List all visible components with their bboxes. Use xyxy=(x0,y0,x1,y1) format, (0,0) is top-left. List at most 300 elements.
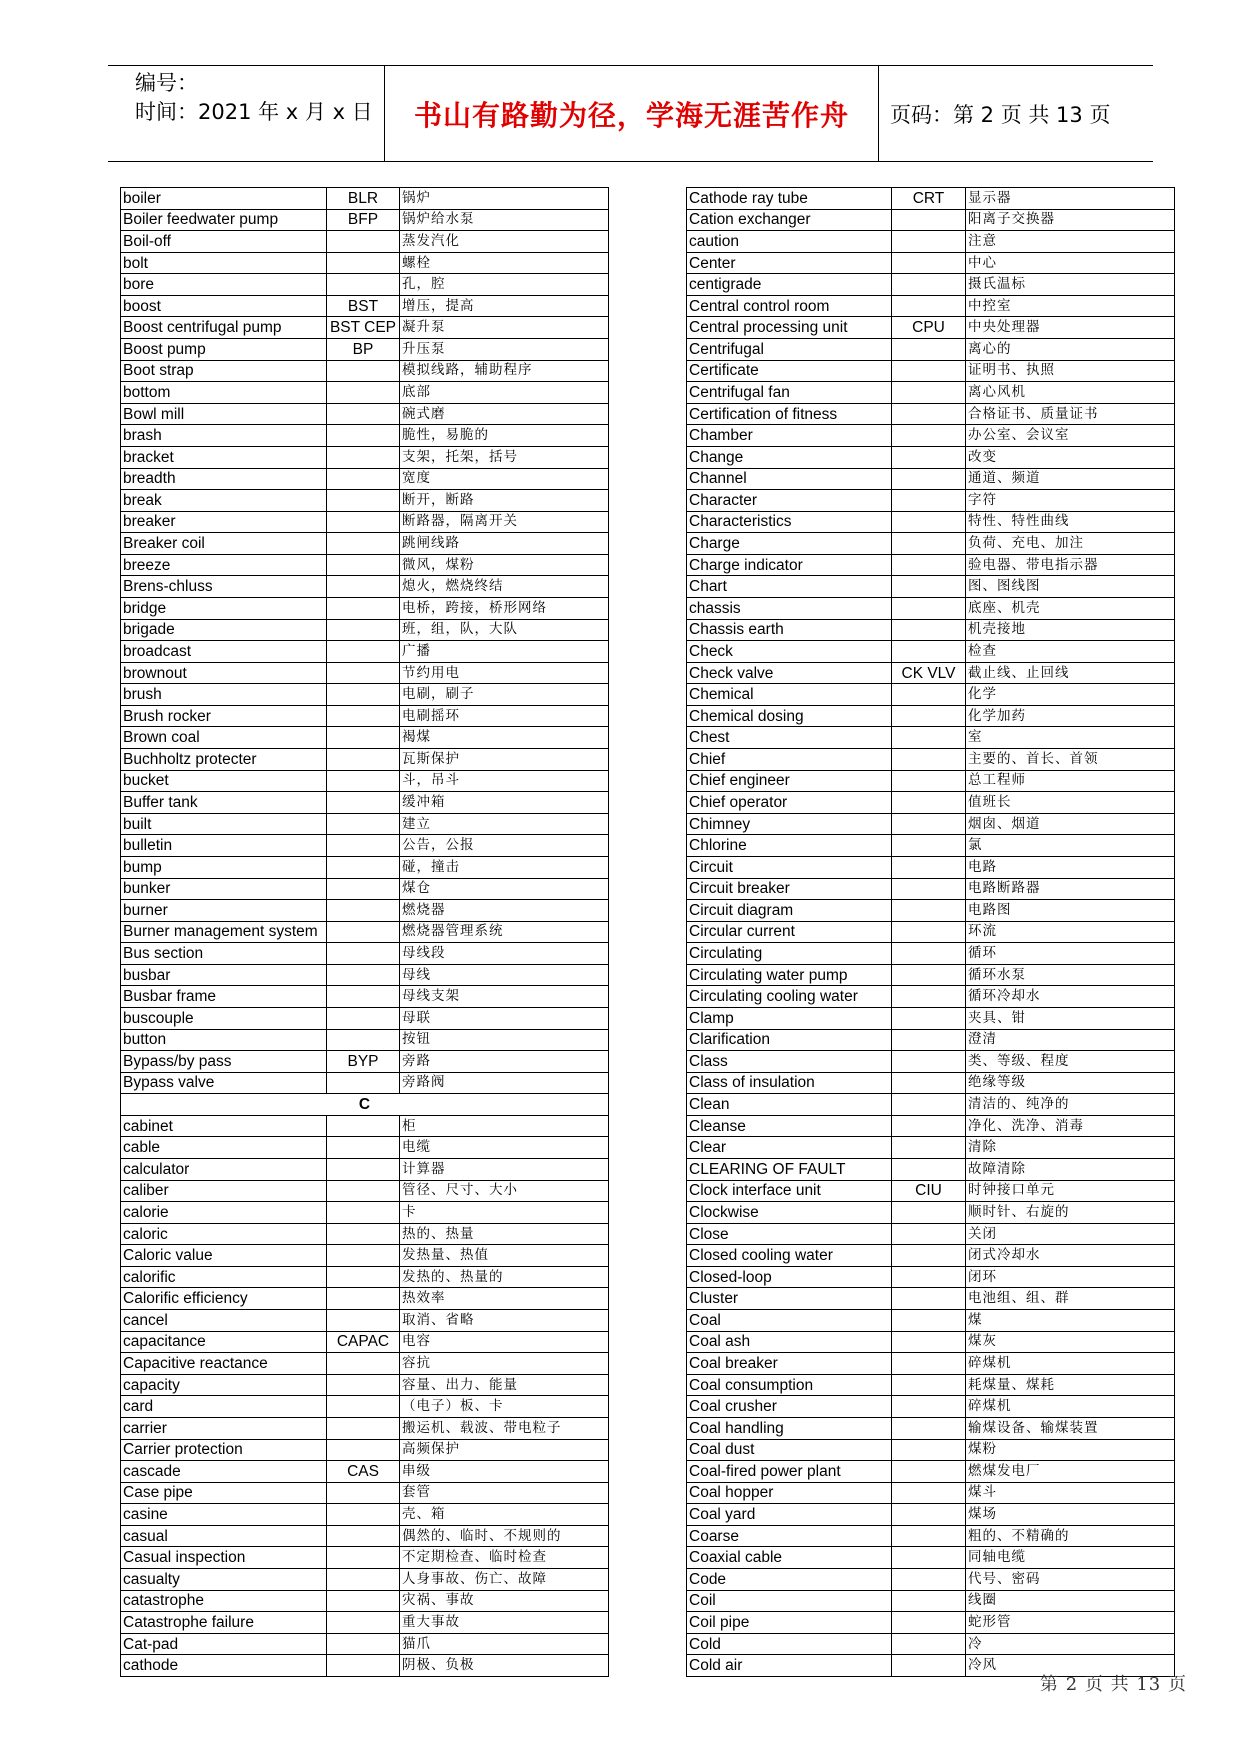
glossary-row xyxy=(121,1353,609,1375)
term-english: Closed cooling water xyxy=(687,1245,892,1267)
term-english: Coal-fired power plant xyxy=(687,1461,892,1483)
glossary-row xyxy=(121,382,609,404)
term-chinese: 热效率 xyxy=(400,1288,609,1310)
glossary-row xyxy=(121,1159,609,1181)
term-chinese: 煤灰 xyxy=(966,1331,1175,1353)
term-abbreviation xyxy=(327,1353,400,1375)
term-abbreviation xyxy=(327,705,400,727)
term-chinese: 斗，吊斗 xyxy=(400,770,609,792)
term-abbreviation xyxy=(892,554,966,576)
term-chinese: 氯 xyxy=(966,835,1175,857)
term-english: brownout xyxy=(121,662,327,684)
term-chinese: 底座、机壳 xyxy=(966,597,1175,619)
term-abbreviation xyxy=(327,619,400,641)
term-chinese: 容量、出力、能量 xyxy=(400,1374,609,1396)
term-chinese: 增压，提高 xyxy=(400,295,609,317)
term-english: Charge indicator xyxy=(687,554,892,576)
term-english: bracket xyxy=(121,446,327,468)
term-abbreviation xyxy=(892,1266,966,1288)
term-chinese: 离心风机 xyxy=(966,382,1175,404)
term-chinese: 离心的 xyxy=(966,339,1175,361)
term-chinese: 建立 xyxy=(400,813,609,835)
term-chinese: 碎煤机 xyxy=(966,1353,1175,1375)
glossary-row xyxy=(121,468,609,490)
term-chinese: 注意 xyxy=(966,231,1175,253)
term-abbreviation xyxy=(327,641,400,663)
term-english: built xyxy=(121,813,327,835)
term-chinese: 煤场 xyxy=(966,1504,1175,1526)
term-abbreviation xyxy=(892,1633,966,1655)
glossary-row xyxy=(121,749,609,771)
term-abbreviation xyxy=(892,468,966,490)
term-english: Certificate xyxy=(687,360,892,382)
term-english: Coal ash xyxy=(687,1331,892,1353)
term-abbreviation xyxy=(892,1288,966,1310)
term-abbreviation xyxy=(327,964,400,986)
term-abbreviation: CK VLV xyxy=(892,662,966,684)
glossary-row xyxy=(687,1417,1175,1439)
glossary-row xyxy=(121,1007,609,1029)
term-abbreviation xyxy=(327,1569,400,1591)
term-chinese: 中央处理器 xyxy=(966,317,1175,339)
term-english: Chemical xyxy=(687,684,892,706)
glossary-row xyxy=(687,986,1175,1008)
term-chinese: 截止线、止回线 xyxy=(966,662,1175,684)
glossary-row xyxy=(687,1029,1175,1051)
term-english: Brens-chluss xyxy=(121,576,327,598)
glossary-row xyxy=(121,1547,609,1569)
term-chinese: 螺栓 xyxy=(400,252,609,274)
term-english: Cat-pad xyxy=(121,1633,327,1655)
glossary-row xyxy=(687,1310,1175,1332)
glossary-row xyxy=(687,468,1175,490)
term-chinese: 猫爪 xyxy=(400,1633,609,1655)
glossary-row xyxy=(121,641,609,663)
term-english: Chief operator xyxy=(687,792,892,814)
term-abbreviation xyxy=(327,1439,400,1461)
glossary-row xyxy=(687,1202,1175,1224)
glossary-row xyxy=(687,1072,1175,1094)
glossary-row xyxy=(121,662,609,684)
term-chinese: 电池组、组、群 xyxy=(966,1288,1175,1310)
term-chinese: 总工程师 xyxy=(966,770,1175,792)
glossary-row xyxy=(687,835,1175,857)
term-abbreviation: CIU xyxy=(892,1180,966,1202)
term-chinese: 锅炉 xyxy=(400,188,609,210)
glossary-row xyxy=(687,1245,1175,1267)
glossary-row xyxy=(687,641,1175,663)
term-english: Cluster xyxy=(687,1288,892,1310)
term-abbreviation: BST CEP xyxy=(327,317,400,339)
glossary-row xyxy=(121,856,609,878)
term-english: bridge xyxy=(121,597,327,619)
term-chinese: 值班长 xyxy=(966,792,1175,814)
glossary-row xyxy=(121,576,609,598)
term-english: Channel xyxy=(687,468,892,490)
glossary-row xyxy=(687,1331,1175,1353)
term-english: Chlorine xyxy=(687,835,892,857)
header-page-cell xyxy=(878,66,1153,161)
term-english: Class of insulation xyxy=(687,1072,892,1094)
term-chinese: 化学加药 xyxy=(966,705,1175,727)
glossary-row xyxy=(687,554,1175,576)
term-chinese: 热的、热量 xyxy=(400,1223,609,1245)
term-abbreviation xyxy=(892,835,966,857)
term-abbreviation xyxy=(327,921,400,943)
term-abbreviation xyxy=(327,1525,400,1547)
term-abbreviation xyxy=(327,1633,400,1655)
term-abbreviation xyxy=(892,295,966,317)
term-chinese: 烟囱、烟道 xyxy=(966,813,1175,835)
glossary-row xyxy=(121,878,609,900)
term-english: Clock interface unit xyxy=(687,1180,892,1202)
glossary-row xyxy=(121,813,609,835)
term-abbreviation xyxy=(892,425,966,447)
term-english: Buffer tank xyxy=(121,792,327,814)
term-abbreviation xyxy=(327,1072,400,1094)
glossary-row xyxy=(687,662,1175,684)
term-abbreviation xyxy=(892,986,966,1008)
term-abbreviation xyxy=(327,1202,400,1224)
glossary-row xyxy=(687,339,1175,361)
glossary-row xyxy=(121,295,609,317)
glossary-row xyxy=(121,1310,609,1332)
glossary-row xyxy=(687,684,1175,706)
term-english: Brush rocker xyxy=(121,705,327,727)
term-abbreviation xyxy=(892,403,966,425)
section-heading: C xyxy=(121,1094,609,1116)
glossary-row xyxy=(121,1439,609,1461)
header-meta-cell xyxy=(108,66,383,161)
term-chinese: 发热的、热量的 xyxy=(400,1266,609,1288)
term-chinese: 碎煤机 xyxy=(966,1396,1175,1418)
term-abbreviation xyxy=(892,511,966,533)
term-english: Charge xyxy=(687,533,892,555)
term-english: Circulating cooling water xyxy=(687,986,892,1008)
glossary-row xyxy=(687,1051,1175,1073)
term-english: calorific xyxy=(121,1266,327,1288)
term-chinese: 蒸发汽化 xyxy=(400,231,609,253)
term-abbreviation xyxy=(892,1029,966,1051)
glossary-row xyxy=(121,1482,609,1504)
glossary-row xyxy=(121,1374,609,1396)
term-chinese: 人身事故、伤亡、故障 xyxy=(400,1569,609,1591)
term-english: Coil xyxy=(687,1590,892,1612)
term-english: Breaker coil xyxy=(121,533,327,555)
term-english: Circulating water pump xyxy=(687,964,892,986)
term-chinese: 电刷，刷子 xyxy=(400,684,609,706)
term-abbreviation xyxy=(892,360,966,382)
term-abbreviation xyxy=(892,1547,966,1569)
term-abbreviation xyxy=(327,792,400,814)
term-chinese: 底部 xyxy=(400,382,609,404)
term-abbreviation xyxy=(892,597,966,619)
term-abbreviation xyxy=(327,382,400,404)
term-abbreviation xyxy=(327,1374,400,1396)
term-english: caliber xyxy=(121,1180,327,1202)
term-chinese: 公告，公报 xyxy=(400,835,609,857)
term-abbreviation: CPU xyxy=(892,317,966,339)
term-abbreviation xyxy=(892,1417,966,1439)
term-chinese: 锅炉给水泵 xyxy=(400,209,609,231)
glossary-row xyxy=(687,727,1175,749)
term-english: breadth xyxy=(121,468,327,490)
glossary-row xyxy=(687,576,1175,598)
term-chinese: 耗煤量、煤耗 xyxy=(966,1374,1175,1396)
glossary-row xyxy=(121,533,609,555)
term-abbreviation xyxy=(892,1310,966,1332)
term-chinese: 断路器，隔离开关 xyxy=(400,511,609,533)
glossary-row xyxy=(121,1461,609,1483)
term-abbreviation xyxy=(892,576,966,598)
term-abbreviation xyxy=(892,1115,966,1137)
term-english: busbar xyxy=(121,964,327,986)
term-english: Code xyxy=(687,1569,892,1591)
term-chinese: 通道、频道 xyxy=(966,468,1175,490)
term-abbreviation xyxy=(892,792,966,814)
term-abbreviation xyxy=(892,382,966,404)
term-english: Chimney xyxy=(687,813,892,835)
term-abbreviation xyxy=(327,1245,400,1267)
term-english: Chest xyxy=(687,727,892,749)
term-abbreviation xyxy=(892,705,966,727)
term-english: Chart xyxy=(687,576,892,598)
term-english: Circulating xyxy=(687,943,892,965)
glossary-row xyxy=(121,1331,609,1353)
term-abbreviation xyxy=(327,1007,400,1029)
term-chinese: 化学 xyxy=(966,684,1175,706)
term-english: Busbar frame xyxy=(121,986,327,1008)
term-english: Coal hopper xyxy=(687,1482,892,1504)
term-chinese: 管径、尺寸、大小 xyxy=(400,1180,609,1202)
term-abbreviation xyxy=(892,1655,966,1677)
term-english: Clockwise xyxy=(687,1202,892,1224)
term-abbreviation xyxy=(327,1396,400,1418)
term-english: Boil-off xyxy=(121,231,327,253)
term-chinese: 微风，煤粉 xyxy=(400,554,609,576)
term-chinese: 同轴电缆 xyxy=(966,1547,1175,1569)
glossary-row xyxy=(121,317,609,339)
term-chinese: 发热量、热值 xyxy=(400,1245,609,1267)
term-english: bump xyxy=(121,856,327,878)
glossary-row xyxy=(687,1439,1175,1461)
term-chinese: 旁路阀 xyxy=(400,1072,609,1094)
header-motto-cell xyxy=(384,66,879,161)
term-chinese: 孔，腔 xyxy=(400,274,609,296)
glossary-row xyxy=(121,252,609,274)
term-chinese: 母线 xyxy=(400,964,609,986)
term-chinese: 母联 xyxy=(400,1007,609,1029)
term-abbreviation xyxy=(327,1547,400,1569)
term-english: boiler xyxy=(121,188,327,210)
term-chinese: 碗式磨 xyxy=(400,403,609,425)
term-chinese: 母线段 xyxy=(400,943,609,965)
term-english: Chief xyxy=(687,749,892,771)
glossary-row xyxy=(121,1072,609,1094)
term-chinese: 改变 xyxy=(966,446,1175,468)
term-english: brigade xyxy=(121,619,327,641)
term-chinese: 壳、箱 xyxy=(400,1504,609,1526)
term-english: bulletin xyxy=(121,835,327,857)
term-abbreviation xyxy=(892,900,966,922)
term-english: bucket xyxy=(121,770,327,792)
glossary-row xyxy=(121,339,609,361)
glossary-row xyxy=(121,770,609,792)
term-english: Circuit diagram xyxy=(687,900,892,922)
glossary-row xyxy=(121,446,609,468)
glossary-row xyxy=(687,1266,1175,1288)
term-english: Class xyxy=(687,1051,892,1073)
glossary-row xyxy=(687,1353,1175,1375)
glossary-row xyxy=(687,1223,1175,1245)
term-abbreviation xyxy=(892,252,966,274)
term-chinese: 灾祸、事故 xyxy=(400,1590,609,1612)
term-chinese: 碰，撞击 xyxy=(400,856,609,878)
term-abbreviation xyxy=(892,1439,966,1461)
glossary-row xyxy=(121,1590,609,1612)
term-abbreviation: BP xyxy=(327,339,400,361)
term-english: Bypass valve xyxy=(121,1072,327,1094)
glossary-row xyxy=(121,1288,609,1310)
term-chinese: 检查 xyxy=(966,641,1175,663)
glossary-row xyxy=(121,425,609,447)
term-english: bottom xyxy=(121,382,327,404)
term-english: Change xyxy=(687,446,892,468)
term-english: casine xyxy=(121,1504,327,1526)
header-motto: 书山有路勤为径，学海无涯苦作舟 xyxy=(413,98,849,132)
term-abbreviation xyxy=(327,1612,400,1634)
term-abbreviation xyxy=(892,1159,966,1181)
term-abbreviation xyxy=(892,1353,966,1375)
term-abbreviation xyxy=(327,576,400,598)
glossary-row xyxy=(121,490,609,512)
term-abbreviation xyxy=(327,403,400,425)
term-chinese: 班，组，队，大队 xyxy=(400,619,609,641)
term-english: Coaxial cable xyxy=(687,1547,892,1569)
term-abbreviation xyxy=(327,1504,400,1526)
glossary-row xyxy=(687,317,1175,339)
glossary-row xyxy=(687,1159,1175,1181)
glossary-row xyxy=(121,597,609,619)
term-abbreviation xyxy=(892,727,966,749)
glossary-row xyxy=(687,188,1175,210)
term-english: boost xyxy=(121,295,327,317)
term-english: breeze xyxy=(121,554,327,576)
glossary-row xyxy=(121,1223,609,1245)
term-chinese: 清除 xyxy=(966,1137,1175,1159)
term-abbreviation xyxy=(327,1482,400,1504)
term-english: Character xyxy=(687,490,892,512)
term-abbreviation xyxy=(892,446,966,468)
term-chinese: 电缆 xyxy=(400,1137,609,1159)
term-abbreviation xyxy=(327,1590,400,1612)
term-abbreviation xyxy=(327,1180,400,1202)
term-chinese: 煤斗 xyxy=(966,1482,1175,1504)
term-abbreviation xyxy=(892,878,966,900)
glossary-row xyxy=(687,1007,1175,1029)
term-abbreviation xyxy=(327,770,400,792)
term-english: Casual inspection xyxy=(121,1547,327,1569)
term-abbreviation xyxy=(327,511,400,533)
term-abbreviation xyxy=(892,921,966,943)
term-english: Brown coal xyxy=(121,727,327,749)
term-chinese: 瓦斯保护 xyxy=(400,749,609,771)
term-chinese: 线圈 xyxy=(966,1590,1175,1612)
term-chinese: 取消、省略 xyxy=(400,1310,609,1332)
glossary-row xyxy=(687,1612,1175,1634)
glossary-row xyxy=(121,209,609,231)
term-chinese: 重大事故 xyxy=(400,1612,609,1634)
glossary-row xyxy=(687,619,1175,641)
glossary-row xyxy=(687,1547,1175,1569)
term-english: button xyxy=(121,1029,327,1051)
glossary-row xyxy=(687,943,1175,965)
term-english: Carrier protection xyxy=(121,1439,327,1461)
glossary-row xyxy=(687,382,1175,404)
term-chinese: 绝缘等级 xyxy=(966,1072,1175,1094)
term-abbreviation xyxy=(327,597,400,619)
term-english: Centrifugal fan xyxy=(687,382,892,404)
term-chinese: 故障清除 xyxy=(966,1159,1175,1181)
term-english: Clarification xyxy=(687,1029,892,1051)
header-page-number: 页码：第 2 页 共 13 页 xyxy=(890,102,1111,127)
glossary-row xyxy=(121,1115,609,1137)
term-english: Center xyxy=(687,252,892,274)
glossary-row xyxy=(121,684,609,706)
term-chinese: 摄氏温标 xyxy=(966,274,1175,296)
term-chinese: 循环水泵 xyxy=(966,964,1175,986)
term-abbreviation xyxy=(892,619,966,641)
term-abbreviation xyxy=(327,1159,400,1181)
term-english: capacity xyxy=(121,1374,327,1396)
glossary-row xyxy=(687,792,1175,814)
glossary-row xyxy=(687,921,1175,943)
term-english: Centrifugal xyxy=(687,339,892,361)
term-english: Chief engineer xyxy=(687,770,892,792)
term-english: Capacitive reactance xyxy=(121,1353,327,1375)
term-chinese: 类、等级、程度 xyxy=(966,1051,1175,1073)
term-english: cascade xyxy=(121,1461,327,1483)
term-chinese: 证明书、执照 xyxy=(966,360,1175,382)
glossary-row xyxy=(687,1504,1175,1526)
term-chinese: 升压泵 xyxy=(400,339,609,361)
term-abbreviation: CAPAC xyxy=(327,1331,400,1353)
term-chinese: 电桥，跨接，桥形网络 xyxy=(400,597,609,619)
term-english: Certification of fitness xyxy=(687,403,892,425)
term-chinese: 办公室、会议室 xyxy=(966,425,1175,447)
term-english: calculator xyxy=(121,1159,327,1181)
term-chinese: 煤仓 xyxy=(400,878,609,900)
term-english: Cation exchanger xyxy=(687,209,892,231)
term-chinese: （电子）板、卡 xyxy=(400,1396,609,1418)
glossary-row xyxy=(121,231,609,253)
term-english: bore xyxy=(121,274,327,296)
term-chinese: 中心 xyxy=(966,252,1175,274)
term-chinese: 冷 xyxy=(966,1633,1175,1655)
term-abbreviation xyxy=(327,684,400,706)
term-abbreviation xyxy=(327,1655,400,1677)
term-chinese: 负荷、充电、加注 xyxy=(966,533,1175,555)
term-abbreviation xyxy=(892,490,966,512)
term-abbreviation xyxy=(892,1223,966,1245)
term-english: cable xyxy=(121,1137,327,1159)
glossary-row xyxy=(687,1482,1175,1504)
term-chinese: 电路断路器 xyxy=(966,878,1175,900)
term-abbreviation: CAS xyxy=(327,1461,400,1483)
term-english: Central processing unit xyxy=(687,317,892,339)
term-abbreviation xyxy=(327,900,400,922)
term-english: cabinet xyxy=(121,1115,327,1137)
